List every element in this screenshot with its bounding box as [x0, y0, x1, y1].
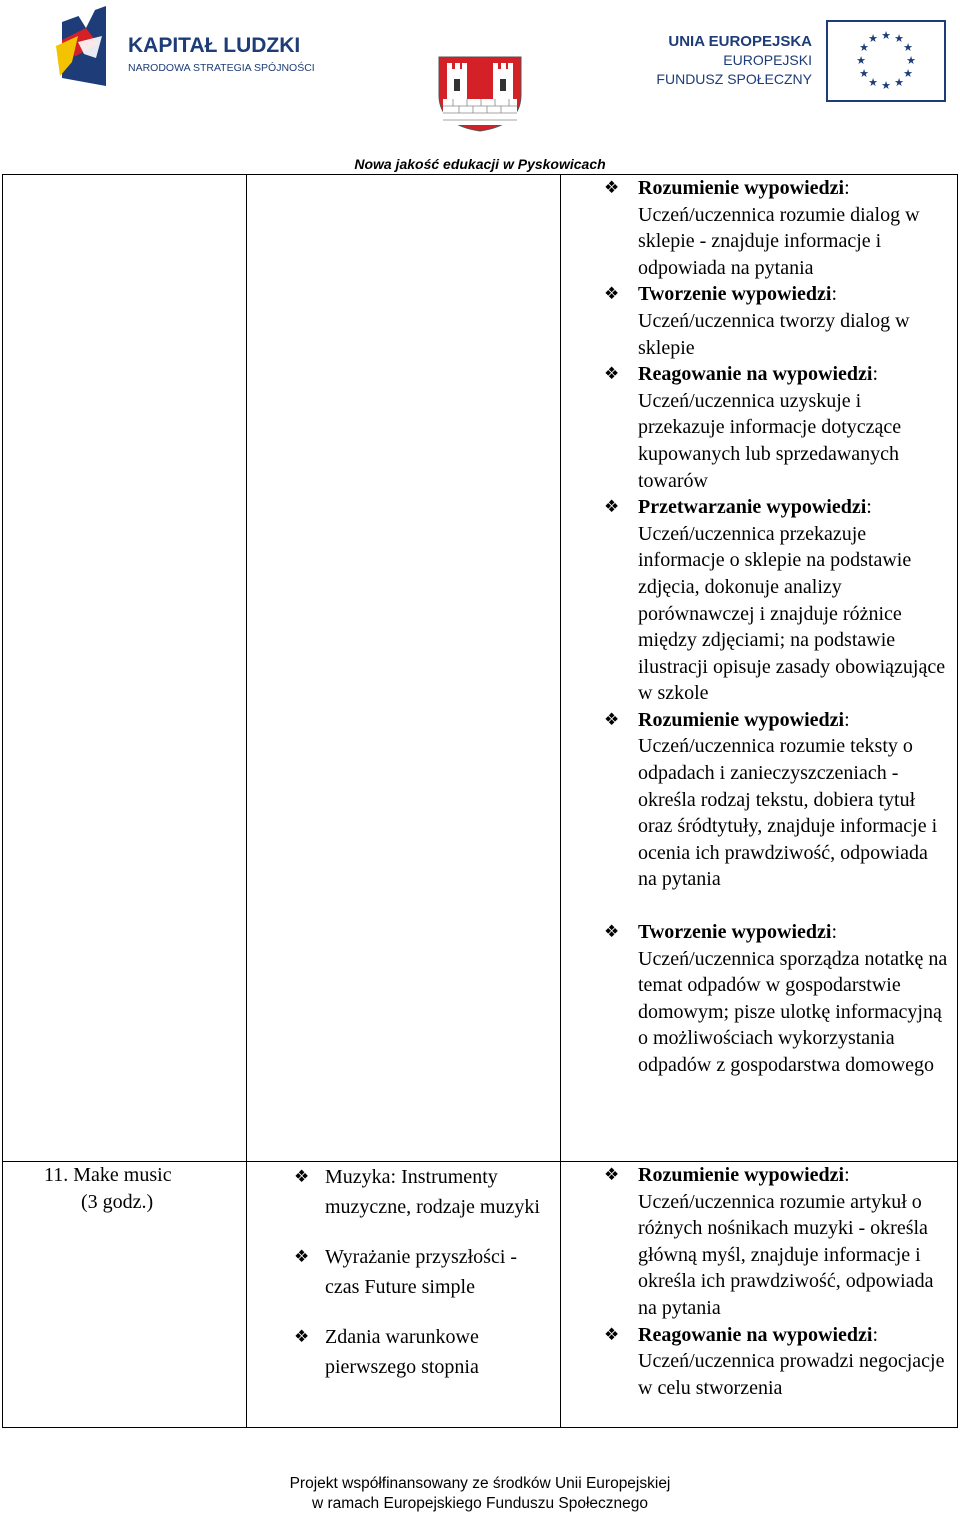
page-footer [0, 1474, 960, 1514]
skills-column-top [600, 175, 950, 1079]
svg-text:★: ★ [868, 76, 878, 89]
bullet-icon: ❖ [604, 284, 620, 304]
eu-logo-text [640, 32, 812, 89]
skill-item: ❖ Reagowanie na wypowiedzi: Uczeń/uczennica uzyskuje i przekazuje informacje dotyczące kupowanych lub sprzedawanych towarów [604, 363, 902, 492]
unit-title [44, 1162, 204, 1216]
skill-text: Uczeń/uczennica sporządza notatkę na temat odpadów w gospodarstwie domowym; pisze ulotkę informacyjną o możliwościach wykorzystania odpadów z gospodarstwa domowego [638, 947, 948, 1076]
topic-text: Wyrażanie przyszłości - czas Future simple [325, 1246, 518, 1298]
kapital-ludzki-flag-icon [56, 6, 116, 96]
bullet-icon: ❖ [604, 1165, 620, 1184]
svg-text:★: ★ [894, 76, 904, 89]
skill-text: Uczeń/uczennica prowadzi negocjacje w celu stworzenia [638, 1350, 945, 1399]
skill-label: Tworzenie wypowiedzi [638, 283, 832, 306]
eu-line-1: UNIA EUROPEJSKA [668, 33, 812, 50]
skill-text: Uczeń/uczennica rozumie dialog w sklepie - znajduje informacje i odpowiada na pytania [638, 203, 920, 279]
skill-item: ❖ Rozumienie wypowiedzi: Uczeń/uczennica rozumie teksty o odpadach i zanieczyszczeniach - określa rodzaj tekstu, dobiera tytuł oraz śródtytuły, znajduje informacje i ocenia ich prawdziwość, odpowiada na pytania [604, 708, 938, 891]
svg-text:★: ★ [868, 32, 878, 45]
eu-line-2: EUROPEJSKI [723, 52, 812, 68]
bullet-icon: ❖ [604, 922, 620, 942]
skill-label: Reagowanie na wypowiedzi [638, 363, 873, 386]
bullet-icon: ❖ [604, 709, 620, 729]
skill-item: ❖ Rozumienie wypowiedzi: Uczeń/uczennica rozumie dialog w sklepie - znajduje informacje i odpowiada na pytania [604, 177, 920, 279]
bullet-icon: ❖ [294, 1167, 310, 1186]
kapital-ludzki-subtitle: NARODOWA STRATEGIA SPÓJNOŚCI [128, 62, 315, 74]
project-tagline: Nowa jakość edukacji w Pyskowicach [354, 156, 606, 172]
kapital-ludzki-title: KAPITAŁ LUDZKI [128, 34, 301, 57]
skill-label: Tworzenie wypowiedzi [638, 921, 832, 944]
footer-line-2: w ramach Europejskiego Funduszu Społecznego [311, 1495, 649, 1512]
svg-text:★: ★ [881, 29, 891, 42]
skill-item: ❖ Tworzenie wypowiedzi: Uczeń/uczennica tworzy dialog w sklepie [604, 283, 910, 359]
topic-text: Zdania warunkowe pierwszego stopnia [325, 1326, 479, 1378]
page-header [0, 0, 960, 175]
skill-text: Uczeń/uczennica rozumie artykuł o różnych nośnikach muzyki - określa główną myśl, znajduje informacje i określa ich prawdziwość, odpowiada na pytania [638, 1190, 934, 1319]
skills-column-unit [600, 1162, 950, 1401]
skill-label: Rozumienie wypowiedzi [638, 708, 845, 731]
svg-text:★: ★ [881, 79, 891, 92]
skill-item: ❖ Reagowanie na wypowiedzi: Uczeń/uczennica prowadzi negocjacje w celu stworzenia [604, 1323, 945, 1399]
bullet-icon: ❖ [294, 1327, 310, 1346]
skill-label: Rozumienie wypowiedzi [638, 1164, 845, 1186]
svg-text:★: ★ [906, 54, 916, 67]
pyskowice-crest-icon [437, 55, 523, 133]
topic-item [290, 1162, 555, 1222]
unit-topics [290, 1162, 555, 1402]
skill-text: Uczeń/uczennica uzyskuje i przekazuje informacje dotyczące kupowanych lub sprzedawanych towarów [638, 389, 902, 492]
skill-text: Uczeń/uczennica tworzy dialog w sklepie [638, 309, 910, 359]
skill-item: ❖ Przetwarzanie wypowiedzi: Uczeń/uczennica przekazuje informacje o sklepie na podstawie zdjęcia, dokonuje analizy porównawczej i znajduje różnice między zdjęciami; na podstawie ilustracji opisuje zasady obowiązujące w szkole [604, 496, 946, 705]
topic-item [290, 1242, 555, 1302]
skill-text: Uczeń/uczennica przekazuje informacje o sklepie na podstawie zdjęcia, dokonuje analizy porównawczej i znajduje różnice między zdjęciami; na podstawie ilustracji opisuje zasady obowiązujące w szkole [638, 522, 946, 705]
svg-text:★: ★ [894, 32, 904, 45]
skill-item: ❖ Tworzenie wypowiedzi: Uczeń/uczennica sporządza notatkę na temat odpadów w gospodarstwie domowym; pisze ulotkę informacyjną o możliwościach wykorzystania odpadów z gospodarstwa domowego [604, 921, 948, 1076]
bullet-icon: ❖ [604, 497, 620, 517]
bullet-icon: ❖ [604, 1324, 620, 1344]
svg-text:★: ★ [903, 41, 913, 54]
skill-label: Reagowanie na wypowiedzi [638, 1323, 873, 1346]
skill-text: Uczeń/uczennica rozumie teksty o odpadach i zanieczyszczeniach - określa rodzaj tekstu, dobiera tytuł oraz śródtytuły, znajduje informacje i ocenia ich prawdziwość, odpowiada na pytania [638, 735, 938, 891]
skill-label: Rozumienie wypowiedzi [638, 177, 845, 199]
eu-flag-icon [826, 20, 946, 102]
svg-text:★: ★ [856, 54, 866, 67]
bullet-icon: ❖ [604, 364, 620, 384]
skill-item: ❖ Rozumienie wypowiedzi: Uczeń/uczennica rozumie artykuł o różnych nośnikach muzyki - określa główną myśl, znajduje informacje i określa ich prawdziwość, odpowiada na pytania [604, 1164, 934, 1319]
footer-line-1: Projekt współfinansowany ze środków Unii Europejskiej [289, 1475, 671, 1492]
unit-title-line-1: 11. Make music [44, 1164, 172, 1186]
bullet-icon: ❖ [294, 1247, 310, 1266]
unit-title-line-2: (3 godz.) [81, 1191, 154, 1213]
topic-item [290, 1322, 555, 1382]
svg-text:★: ★ [859, 41, 869, 54]
kapital-ludzki-logo [56, 6, 326, 96]
column-divider-1 [246, 175, 247, 1427]
column-divider-2 [560, 175, 561, 1427]
topic-text: Muzyka: Instrumenty muzyczne, rodzaje muzyki [325, 1166, 540, 1218]
eu-line-3: FUNDUSZ SPOŁECZNY [656, 71, 812, 87]
skill-label: Przetwarzanie wypowiedzi [638, 496, 867, 519]
bullet-icon: ❖ [604, 178, 620, 197]
svg-text:★: ★ [859, 67, 869, 80]
svg-text:★: ★ [903, 67, 913, 80]
